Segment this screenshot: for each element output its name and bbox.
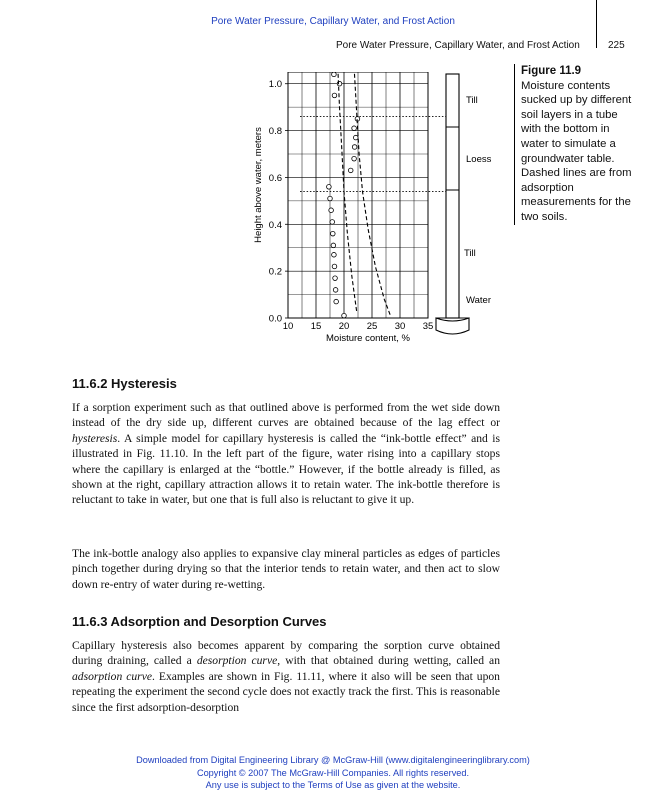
x-tick-label: 20 [338, 321, 350, 332]
section-heading-hysteresis: 11.6.2 Hysteresis [72, 376, 177, 391]
label-water: Water [466, 295, 491, 306]
footer-download-link[interactable]: Downloaded from Digital Engineering Library @ McGraw-Hill (www.digitalengineeringlibrary.com) [136, 755, 530, 765]
paragraph-adsorption-part-b: , with that obtained during wetting, called an [277, 654, 500, 668]
paragraph-adsorption-part-c: . Examples are shown in Fig. 11.11, where it also will be seen that upon repeating the experiment the second cycle does not exactly track the first. This is reasonable since the first adsorption-desorption [72, 669, 500, 714]
x-axis-title: Moisture content, % [326, 333, 410, 344]
x-tick-label: 35 [422, 321, 434, 332]
data-point [330, 220, 335, 225]
x-tick-label: 30 [394, 321, 406, 332]
y-tick-label: 0.2 [268, 266, 282, 278]
paragraph-hysteresis-part-a: If a sorption experiment such as that outlined above is performed from the wet side down instead of the dry side up, different curves are obtained because of the lag effect or [72, 401, 500, 430]
data-point [342, 313, 347, 318]
paragraph-hysteresis-part-b: . A simple model for capillary hysteresis is called the “ink-bottle effect” and is illustrated in Fig. 11.10. In the left part of the figure, water rising into a capillary stops where the capillary is enlarged at the “bottle.” However, if the bottle already is filled, as shown at the right, capillary attraction allows it to retain water. The ink-bottle therefore is reluctant to take in water, but one that is full also is reluctant to give it up. [72, 431, 500, 507]
y-tick-label: 0.8 [268, 126, 282, 138]
water-reservoir [436, 318, 469, 334]
data-point [331, 231, 336, 236]
data-point [327, 185, 332, 190]
x-tick-label: 15 [310, 321, 322, 332]
figure-caption-text: Moisture contents sucked up by different soil layers in a tube with the bottom in water to simulate a groundwater table. Dashed lines are from adsorption measurements for the two soils. [521, 79, 632, 223]
figure-11-9-chart [250, 72, 500, 352]
data-point [329, 208, 334, 213]
label-till-top: Till [466, 95, 478, 106]
running-head: Pore Water Pressure, Capillary Water, and Frost Action [336, 40, 580, 51]
chart-marks [300, 72, 446, 318]
y-axis-title: Height above water, meters [253, 127, 264, 243]
x-tick-label: 10 [282, 321, 294, 332]
soil-tube [436, 74, 492, 334]
term-desorption-curve: desorption curve [196, 654, 278, 668]
data-point [333, 276, 338, 281]
tube-body [446, 74, 459, 318]
data-point [332, 72, 337, 77]
x-tick-label: 25 [366, 321, 378, 332]
data-point [352, 156, 357, 161]
paragraph-ink-bottle: The ink-bottle analogy also applies to expansive clay mineral particles as edges of particles pinch together during drying so that the interior tends to retain water, and then act to slow down re-entry of water during re-wetting. [72, 547, 500, 591]
section-heading-adsorption: 11.6.3 Adsorption and Desorption Curves [72, 614, 327, 629]
data-point [352, 145, 357, 150]
footer-terms[interactable]: Any use is subject to the Terms of Use as given at the website. [205, 780, 461, 790]
data-point [333, 288, 338, 293]
figure-label: Figure 11.9 [521, 65, 582, 77]
data-point [332, 264, 337, 269]
y-tick-label: 1.0 [268, 79, 282, 91]
header-rule [596, 0, 597, 48]
term-adsorption-curve: adsorption curve [72, 669, 152, 683]
adsorption-curve-till [338, 72, 357, 313]
data-point [331, 243, 336, 248]
data-point [332, 93, 337, 98]
data-point [353, 135, 358, 140]
label-till-bottom: Till [464, 248, 476, 259]
paragraph-adsorption-part-a: Capillary hysteresis also becomes apparent by comparing the sorption curve obtained during draining, called a [72, 639, 500, 668]
figure-caption [514, 64, 639, 225]
chart-axes [253, 72, 433, 344]
data-point [332, 252, 337, 257]
term-hysteresis: hysteresis [72, 431, 118, 445]
data-point [348, 168, 353, 173]
y-tick-label: 0.6 [268, 172, 282, 184]
y-tick-label: 0.4 [268, 219, 282, 231]
data-point [328, 196, 333, 201]
data-point [334, 299, 339, 304]
page-number: 225 [608, 40, 625, 51]
paragraph-hysteresis [72, 400, 500, 508]
y-tick-label: 0.0 [268, 313, 282, 325]
paragraph-adsorption [72, 638, 500, 715]
label-loess: Loess [466, 154, 492, 165]
footer-copyright: Copyright © 2007 The McGraw-Hill Companies. All rights reserved. [196, 768, 470, 778]
top-header-link[interactable]: Pore Water Pressure, Capillary Water, and Frost Action [211, 16, 455, 27]
data-point [352, 126, 357, 131]
